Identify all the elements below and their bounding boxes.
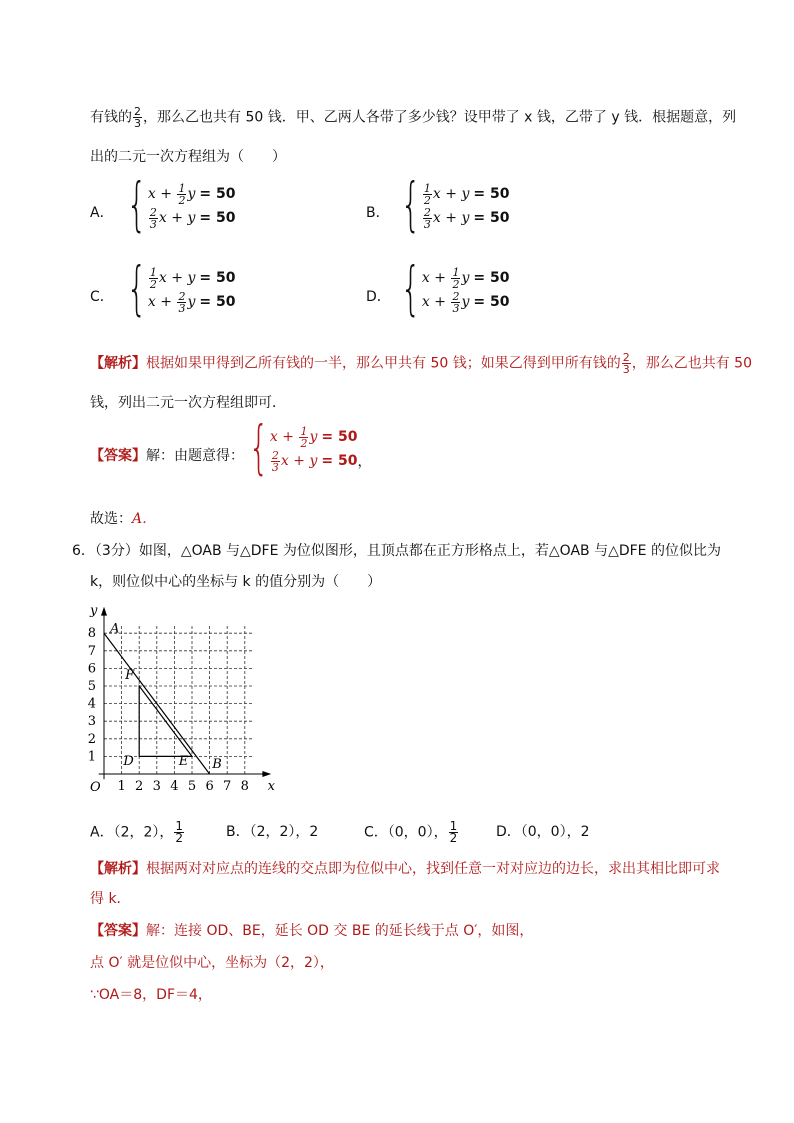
q6-option-a[interactable]: A．（2，2）， $\frac{1}{2}$ xyxy=(90,819,184,845)
q5-analysis-line1: 【解析】根据如果甲得到乙所有钱的一半，那么甲共有 50 钱；如果乙得到甲所有钱的 $\frac{2}{3}$ ，那么乙也共有 50 xyxy=(90,351,752,376)
q5-option-d-label[interactable]: D． xyxy=(366,289,391,305)
answer-tag: 【答案】 xyxy=(90,448,146,464)
q5-stem-line2: 出的二元一次方程组为（ ） xyxy=(90,149,286,165)
x-tick-label: 6 xyxy=(205,779,214,794)
q5-option-d-system[interactable]: { x + $\frac{1}{2}$ y = 50 x + $\frac{2}{3}$ y = 50 xyxy=(400,254,510,322)
q5-option-b-system[interactable]: { $\frac{1}{2}$ x + y = 50 $\frac{2}{3}$ x + y = 50 xyxy=(400,170,510,238)
q6-answer-line1: 【答案】解：连接 OD、BE，延长 OD 交 BE 的延长线于点 O′，如图， xyxy=(90,923,534,939)
y-tick-label: 3 xyxy=(87,714,96,730)
y-tick-label: 4 xyxy=(87,696,96,712)
q6-answer-line3: ∵OA＝8，DF＝4， xyxy=(90,987,212,1003)
y-tick-label: 8 xyxy=(87,626,96,642)
analysis-tag: 【解析】 xyxy=(90,861,146,877)
q5-answer-line: 【答案】解：由题意得： xyxy=(90,448,244,464)
q6-option-b[interactable]: B．（2，2），2 xyxy=(226,824,319,840)
y-tick-label: 1 xyxy=(87,749,96,765)
y-axis-label: y xyxy=(90,603,98,619)
q5-stem-text-post: ，那么乙也共有 50 钱．甲、乙两人各带了多少钱？设甲带了 x 钱，乙带了 y 钱．根据题意，列 xyxy=(143,109,737,126)
q6-analysis-line2: 得 k． xyxy=(90,891,131,907)
x-tick-label: 1 xyxy=(117,779,126,794)
x-axis-label: x xyxy=(267,779,276,794)
q5-stem-fraction: $\frac{2}{3}$ xyxy=(134,105,141,130)
q6-score: （3分） xyxy=(94,543,139,559)
point-label-a: A xyxy=(110,621,120,637)
grid-lines xyxy=(104,624,254,774)
q5-answer-system: { x + $\frac{1}{2}$ y = 50 $\frac{2}{3}$ x + y = 50 ， xyxy=(248,413,372,481)
q6-number: 6． xyxy=(72,543,95,559)
q6-stem-line1: 6．（3分）如图，△OAB 与△DFE 为位似图形，且顶点都在正方形格点上，若△OAB 与△DFE 的位似比为 xyxy=(72,543,721,559)
point-labels xyxy=(109,621,222,772)
q5-option-a-label[interactable]: A． xyxy=(90,205,114,221)
q5-option-a-system[interactable]: { x + $\frac{1}{2}$ y = 50 $\frac{2}{3}$ x + y = 50 xyxy=(126,170,236,238)
y-tick-label: 2 xyxy=(87,731,96,747)
y-tick-label: 7 xyxy=(87,643,96,659)
point-label-d: D xyxy=(123,754,134,770)
y-tick-label: 5 xyxy=(87,679,96,694)
q6-coordinate-figure xyxy=(86,594,276,796)
point-label-e: E xyxy=(178,754,189,770)
x-axis-arrow xyxy=(262,771,271,777)
x-tick-label: 2 xyxy=(135,779,144,794)
q6-option-c[interactable]: C．（0，0）， $\frac{1}{2}$ xyxy=(364,819,458,845)
q5-option-b-label[interactable]: B． xyxy=(366,205,390,221)
point-label-b: B xyxy=(212,756,222,772)
q6-analysis-line1: 【解析】根据两对对应点的连线的交点即为位似中心，找到任意一对对应边的边长，求出其相比即可求 xyxy=(90,861,720,877)
answer-tag: 【答案】 xyxy=(90,923,146,939)
q6-stem-line2: k，则位似中心的坐标与 k 的值分别为（ ） xyxy=(90,574,382,590)
y-tick-label: 6 xyxy=(87,661,96,677)
q5-option-c-label[interactable]: C． xyxy=(90,289,114,305)
x-tick-label: 5 xyxy=(187,779,197,794)
q5-stem-text: 有钱的 xyxy=(90,109,132,126)
x-tick-label: 3 xyxy=(152,779,161,794)
x-tick-label: 4 xyxy=(170,779,179,794)
analysis-tag: 【解析】 xyxy=(90,355,146,372)
point-label-f: F xyxy=(125,667,135,683)
q5-option-c-system[interactable]: { $\frac{1}{2}$ x + y = 50 x + $\frac{2}{3}$ y = 50 xyxy=(126,254,236,322)
q6-answer-line2: 点 O′ 就是位似中心，坐标为（2，2）， xyxy=(90,955,334,971)
x-tick-label: 8 xyxy=(240,779,249,794)
q5-analysis-line2: 钱，列出二元一次方程组即可． xyxy=(90,395,286,411)
q5-stem-line1 xyxy=(90,106,736,129)
y-axis-arrow xyxy=(101,607,107,616)
q6-option-d[interactable]: D．（0，0），2 xyxy=(496,824,590,840)
origin-label: O xyxy=(90,780,101,795)
x-tick-label: 7 xyxy=(223,779,232,794)
q5-choose-line: 故选：A． xyxy=(90,511,157,527)
